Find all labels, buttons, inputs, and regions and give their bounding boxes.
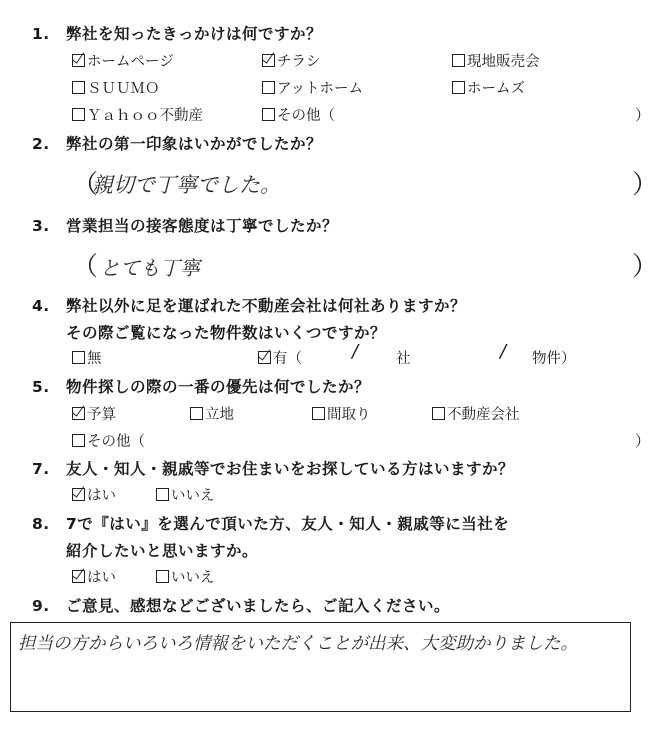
question-number: 2. bbox=[32, 135, 50, 153]
checkbox-icon[interactable] bbox=[72, 108, 85, 121]
unit-company: 社 bbox=[396, 351, 411, 367]
question-4 bbox=[32, 294, 466, 316]
option-homepage[interactable] bbox=[72, 50, 174, 71]
checkbox-icon[interactable] bbox=[190, 407, 203, 420]
option-yes[interactable] bbox=[72, 484, 116, 505]
option-other[interactable] bbox=[72, 430, 145, 451]
question-2 bbox=[32, 132, 322, 154]
option-label: ＳＵＵＭＯ bbox=[87, 81, 160, 97]
question-number: 1. bbox=[32, 25, 50, 43]
option-label: 不動産会社 bbox=[447, 407, 520, 423]
question-number: 8. bbox=[32, 515, 50, 533]
checkbox-icon[interactable] bbox=[262, 81, 275, 94]
handwritten-answer[interactable]: 親切で丁寧でした。 bbox=[92, 173, 281, 197]
option-flyer[interactable] bbox=[262, 50, 321, 71]
question-number: 5. bbox=[32, 378, 50, 396]
option-label: ホームズ bbox=[467, 81, 525, 97]
option-none[interactable] bbox=[72, 347, 102, 368]
option-yahoo[interactable] bbox=[72, 104, 203, 125]
option-label: 無 bbox=[87, 351, 102, 367]
close-paren: ） bbox=[635, 106, 651, 124]
question-5 bbox=[32, 375, 370, 397]
close-paren: ） bbox=[635, 432, 651, 450]
question-text: 弊社を知ったきっかけは何ですか？ bbox=[66, 25, 323, 43]
option-yes[interactable] bbox=[72, 566, 116, 587]
option-label: 予算 bbox=[87, 407, 116, 423]
option-label: チラシ bbox=[277, 54, 321, 70]
option-label: 間取り bbox=[327, 407, 371, 423]
checkbox-icon[interactable] bbox=[72, 434, 85, 447]
question-9 bbox=[32, 594, 450, 616]
open-paren: （ bbox=[72, 252, 99, 282]
option-suumo[interactable] bbox=[72, 77, 160, 98]
option-onsite-sale[interactable] bbox=[452, 50, 540, 71]
option-no[interactable] bbox=[156, 484, 215, 505]
open-paren: （ bbox=[72, 170, 99, 200]
option-homes[interactable] bbox=[452, 77, 525, 98]
option-yes[interactable] bbox=[258, 347, 302, 368]
question-3 bbox=[32, 214, 338, 236]
question-number: 7. bbox=[32, 460, 50, 478]
checkbox-icon[interactable] bbox=[452, 54, 465, 67]
handwritten-slash: / bbox=[500, 341, 507, 362]
option-label: 現地販売会 bbox=[467, 54, 540, 70]
checkbox-icon[interactable] bbox=[156, 488, 169, 501]
option-no[interactable] bbox=[156, 566, 215, 587]
question-text: 7で『はい』を選んで頂いた方、友人・知人・親戚等に当社を bbox=[66, 515, 510, 533]
question-text: 弊社の第一印象はいかがでしたか？ bbox=[66, 135, 323, 153]
checkbox-checked-icon[interactable] bbox=[262, 54, 275, 67]
question-text: ご意見、感想などございましたら、ご記入ください。 bbox=[66, 597, 451, 615]
option-location[interactable] bbox=[190, 403, 234, 424]
question-8-subtext: 紹介したいと思いますか。 bbox=[66, 542, 259, 560]
checkbox-icon[interactable] bbox=[432, 407, 445, 420]
handwritten-slash: / bbox=[352, 341, 359, 362]
handwritten-answer[interactable]: とても丁寧 bbox=[100, 256, 200, 280]
option-athome[interactable] bbox=[262, 77, 363, 98]
question-number: 9. bbox=[32, 597, 50, 615]
question-4-subtext: その際ご覧になった物件数はいくつですか？ bbox=[66, 324, 387, 342]
question-number: 3. bbox=[32, 217, 50, 235]
option-label: いいえ bbox=[171, 570, 215, 586]
option-label: いいえ bbox=[171, 488, 215, 504]
close-paren: ） bbox=[632, 170, 659, 200]
checkbox-icon[interactable] bbox=[312, 407, 325, 420]
option-other[interactable] bbox=[262, 104, 335, 125]
option-label: その他（ bbox=[277, 108, 335, 124]
question-1 bbox=[32, 22, 322, 44]
option-floorplan[interactable] bbox=[312, 403, 371, 424]
question-8 bbox=[32, 512, 509, 534]
option-label: その他（ bbox=[87, 434, 145, 450]
option-label: アットホーム bbox=[277, 81, 363, 97]
checkbox-icon[interactable] bbox=[262, 108, 275, 121]
unit-property: 物件） bbox=[532, 351, 576, 367]
question-text: 営業担当の接客態度は丁寧でしたか？ bbox=[66, 217, 339, 235]
checkbox-checked-icon[interactable] bbox=[72, 54, 85, 67]
checkbox-icon[interactable] bbox=[72, 81, 85, 94]
question-text: 弊社以外に足を運ばれた不動産会社は何社ありますか？ bbox=[66, 297, 467, 315]
question-7 bbox=[32, 457, 514, 479]
handwritten-comment[interactable]: 担当の方からいろいろ情報をいただくことが出来、大変助かりました。 bbox=[18, 634, 578, 654]
checkbox-icon[interactable] bbox=[72, 351, 85, 364]
question-text: 友人・知人・親戚等でお住まいをお探している方はいますか？ bbox=[66, 460, 515, 478]
checkbox-icon[interactable] bbox=[156, 570, 169, 583]
option-agency[interactable] bbox=[432, 403, 520, 424]
checkbox-checked-icon[interactable] bbox=[258, 351, 271, 364]
question-text: 物件探しの際の一番の優先は何でしたか？ bbox=[66, 378, 371, 396]
checkbox-checked-icon[interactable] bbox=[72, 407, 85, 420]
question-number: 4. bbox=[32, 297, 50, 315]
option-label: ホームページ bbox=[87, 54, 174, 70]
option-label: はい bbox=[87, 570, 116, 586]
option-label: Ｙａｈｏｏ不動産 bbox=[87, 108, 203, 124]
option-label: 有（ bbox=[273, 351, 302, 367]
option-label: 立地 bbox=[205, 407, 234, 423]
option-label: はい bbox=[87, 488, 116, 504]
close-paren: ） bbox=[632, 252, 659, 282]
checkbox-checked-icon[interactable] bbox=[72, 488, 85, 501]
checkbox-checked-icon[interactable] bbox=[72, 570, 85, 583]
option-budget[interactable] bbox=[72, 403, 116, 424]
checkbox-icon[interactable] bbox=[452, 81, 465, 94]
